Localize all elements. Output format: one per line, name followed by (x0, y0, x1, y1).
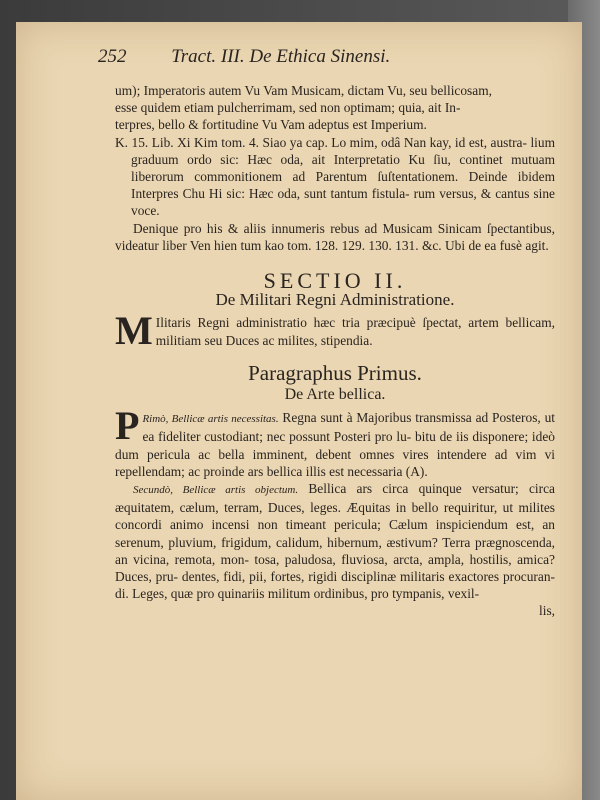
denique-paragraph: Denique pro his & aliis innumeris rebus ad Musicam Sinicam ſpectantibus, videatur liber Ven hien tum kao tom. 128. 129. 130. 131. &c. Ubi de ea fusè agit. (115, 220, 555, 253)
para1-line2: esse quidem etiam pulcherrimam, sed non optimam; quia, ait In- (115, 100, 461, 116)
page-number: 252 (98, 46, 127, 67)
secundo-paragraph (115, 480, 555, 602)
page-header (98, 46, 518, 68)
secundo-text: Bellica ars circa quinque versatur; circa æquitatem, cælum, terram, Duces, leges. Æquitas in bello requiritur, ut milites concordi animo incensi non timeant pericula; Cælum inspiciendum est, an serenum, pluvium, frigidum, calidum, hibernum, æstivum? Terra prægnoscenda, an vicina, remota, mon- tosa, paludosa, fluviosa, arcta, ampla, hostilis, amica? Duces, pru- dentes, fidi, pii, fortes, rigidi disciplinæ militaris exactores procuran- di. Leges, quæ pro quinariis militum ordinibus, pro tympanis, vexil- (115, 481, 555, 602)
primo-paragraph (115, 403, 555, 480)
running-title: Tract. III. De Ethica Sinensi. (171, 46, 391, 67)
para1-line3: terpres, bello & fortitudine Vu Vam adeptus est Imperium. (115, 117, 427, 133)
catchword: lis, (539, 603, 555, 619)
paragraph-title: Paragraphus Primus. (248, 360, 422, 385)
dropcap-p: P (115, 403, 140, 449)
primo-lead: Rimò, Bellicæ artis necessitas. (142, 413, 279, 426)
para1-line1: um); Imperatoris autem Vu Vam Musicam, dictam Vu, seu bellicosam, (115, 83, 492, 98)
page-body (115, 82, 555, 620)
section-intro (115, 308, 555, 354)
secundo-lead: Secundò, Bellicæ artis objectum. (133, 484, 299, 497)
citation-paragraph: K. 15. Lib. Xi Kim tom. 4. Siao ya cap. Lo mim, odâ Nan kay, id est, austra- lium graduum ordo sic: Hæc oda, ait Interpretatio Ku ſiu, continet mutuam liberorum commonitionem ad Parentum ſuſtentationem. Deinde ibidem Interpres Chu Hi sic: Hæc oda, sunt tantum fistula- rum versus, & cantus sine voce. (115, 134, 555, 219)
paragraph-subtitle: De Arte bellica. (284, 386, 386, 404)
section-subtitle: De Militari Regni Administratione. (215, 290, 455, 310)
dropcap-m: M (115, 308, 153, 354)
primo-text: Regna sunt à Majoribus transmissa ad Posteros, ut ea fideliter custodiant; nec possunt Posteri pro lu- bitu de iis disponere; ideò dum pericula ac bella imminent, debent omnes vires intendere ad vim vi repellendam; ac proinde ars bellica illis est necessaria (A). (115, 410, 555, 479)
section-title: SECTIO II. (263, 268, 407, 294)
section-intro-text: Ilitaris Regni administratio hæc tria præcipuè ſpectat, artem bellicam, militiam seu Duces ac milites, stipendia. (155, 315, 555, 348)
